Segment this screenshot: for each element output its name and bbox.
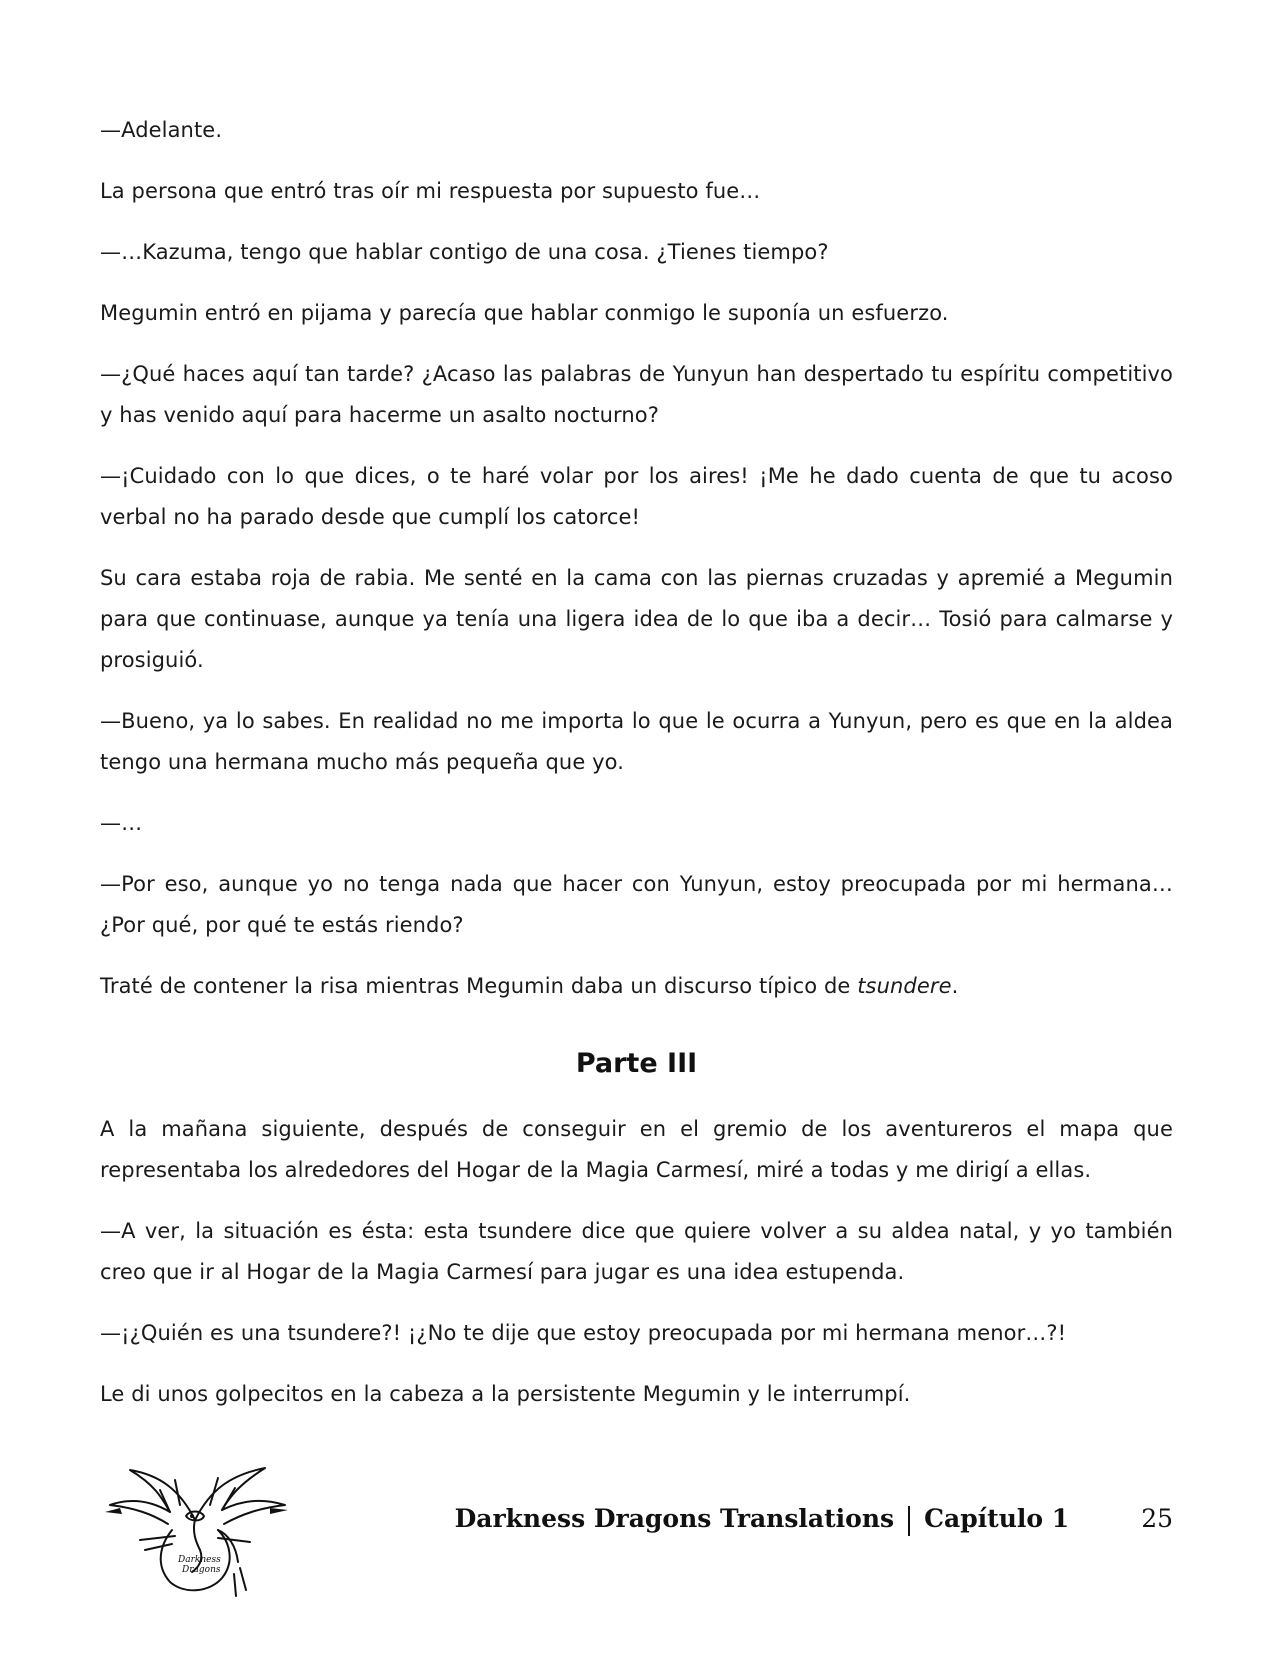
paragraph-5: —¿Qué haces aquí tan tarde? ¿Acaso las palabras de Yunyun han despertado tu espíritu competitivo y has venido aquí para hacerme un asalto nocturno?: [100, 362, 1173, 427]
page-footer: [100, 1450, 1173, 1600]
paragraph-6: —¡Cuidado con lo que dices, o te haré volar por los aires! ¡Me he dado cuenta de que tu acoso verbal no ha parado desde que cumplí los catorce!: [100, 464, 1173, 529]
paragraph-3: —…Kazuma, tengo que hablar contigo de una cosa. ¿Tienes tiempo?: [100, 240, 829, 264]
dragon-logo-icon: [100, 1450, 290, 1600]
paragraph-1: —Adelante.: [100, 118, 223, 142]
document-page: [100, 110, 1173, 1435]
footer-divider: [908, 1506, 910, 1536]
chapter-label: Capítulo 1: [924, 1504, 1070, 1533]
paragraph-9: —…: [100, 811, 143, 835]
paragraph-8: —Bueno, ya lo sabes. En realidad no me importa lo que le ocurra a Yunyun, pero es que en la aldea tengo una hermana mucho más pequeña que yo.: [100, 709, 1173, 774]
paragraph-11-end: .: [951, 974, 959, 998]
section-paragraph-1: A la mañana siguiente, después de conseguir en el gremio de los aventureros el mapa que representaba los alrededores del Hogar de la Magia Carmesí, miré a todas y me dirigí a ellas.: [100, 1117, 1173, 1182]
footer-credits: [455, 1504, 1173, 1536]
paragraph-10: —Por eso, aunque yo no tenga nada que hacer con Yunyun, estoy preocupada por mi hermana… ¿Por qué, por qué te estás riendo?: [100, 872, 1173, 937]
page-number: 25: [1141, 1504, 1173, 1533]
publisher-name: Darkness Dragons Translations: [454, 1504, 895, 1533]
logo-text-line2: Dragons: [182, 1565, 221, 1575]
logo-text-line1: Darkness: [178, 1555, 221, 1565]
paragraph-4: Megumin entró en pijama y parecía que hablar conmigo le suponía un esfuerzo.: [100, 301, 949, 325]
paragraph-11-text: Traté de contener la risa mientras Megumin daba un discurso típico de: [100, 974, 858, 998]
paragraph-7: Su cara estaba roja de rabia. Me senté en la cama con las piernas cruzadas y apremié a Megumin para que continuase, aunque ya tenía una ligera idea de lo que iba a decir… Tosió para calmarse y prosiguió.: [100, 566, 1173, 672]
paragraph-11-emphasis: tsundere: [857, 974, 952, 998]
paragraph-2: La persona que entró tras oír mi respuesta por supuesto fue…: [100, 179, 761, 203]
section-title: Parte III: [575, 1048, 698, 1079]
section-paragraph-3: —¡¿Quién es una tsundere?! ¡¿No te dije que estoy preocupada por mi hermana menor…?!: [100, 1321, 1067, 1345]
section-paragraph-2: —A ver, la situación es ésta: esta tsundere dice que quiere volver a su aldea natal, y yo también creo que ir al Hogar de la Magia Carmesí para jugar es una idea estupenda.: [100, 1219, 1173, 1284]
paragraph-11: [100, 966, 1173, 1007]
section-paragraph-4: Le di unos golpecitos en la cabeza a la persistente Megumin y le interrumpí.: [100, 1382, 911, 1406]
